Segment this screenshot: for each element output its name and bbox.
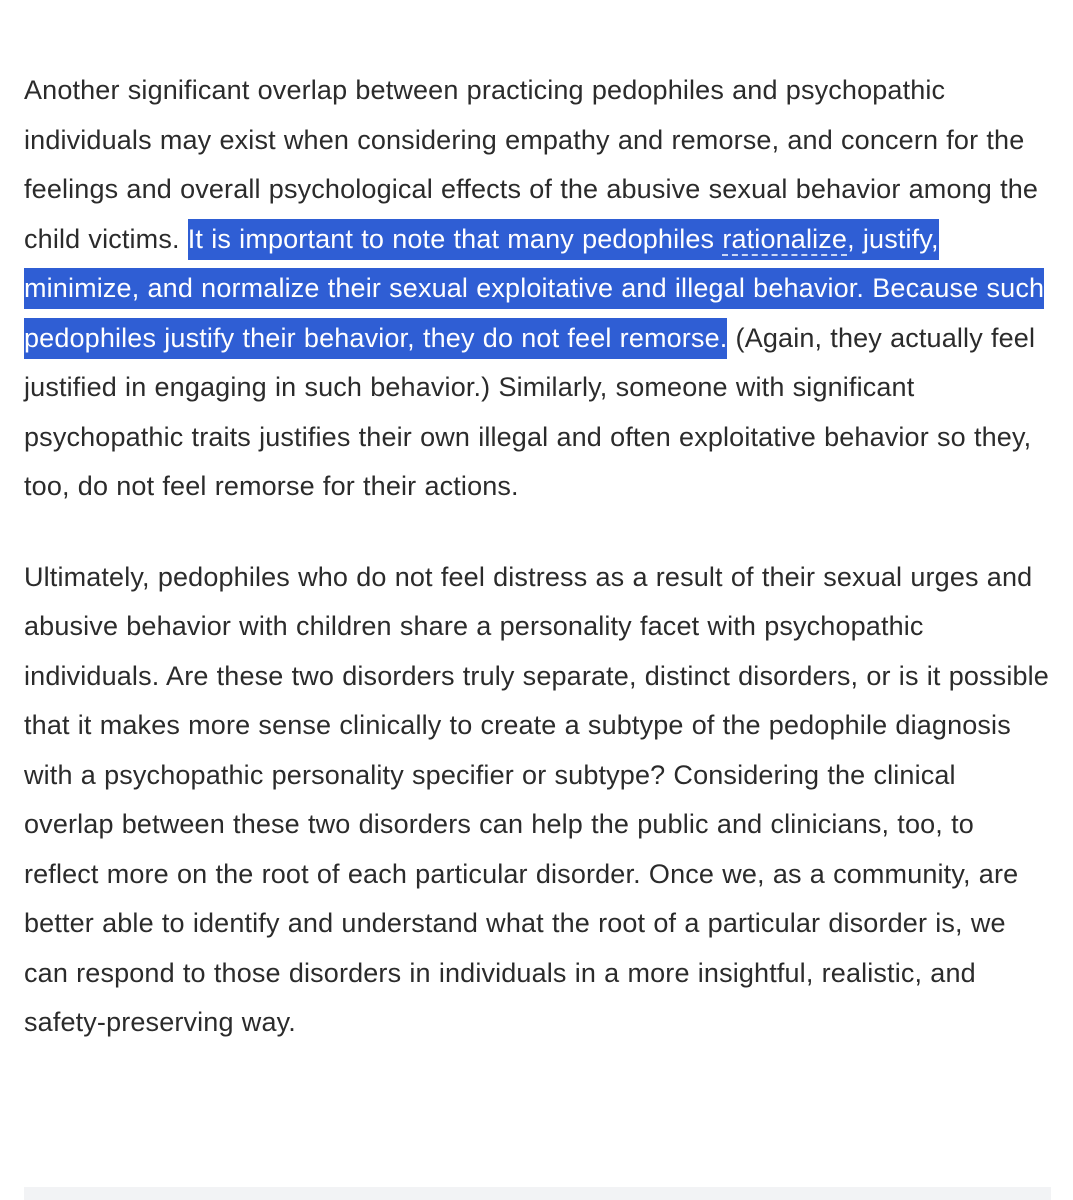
selected-text-end: , justify, minimize, and normalize their sexual exploitative and illegal behavior. Because such pedophiles justify their behavior, they do not feel remorse. [24, 223, 1045, 353]
article-body [24, 66, 1050, 1048]
paragraph-1-text-before: Another significant overlap between practicing pedophiles and psychopathic individuals may exist when considering empathy and remorse, and concern for the feelings and overall psychological effects of the abusive sexual behavior among the child victims. [24, 75, 1039, 254]
paragraph-1 [24, 66, 1050, 512]
glossary-link-rationalize[interactable]: rationalize [722, 223, 848, 254]
paragraph-2: Ultimately, pedophiles who do not feel distress as a result of their sexual urges and abusive behavior with children share a personality facet with psychopathic individuals. Are these two disorders truly separate, distinct disorders, or is it possible that it makes more sense clinically to create a subtype of the pedophile diagnosis with a psychopathic personality specifier or subtype? Considering the clinical overlap between these two disorders can help the public and clinicians, too, to reflect more on the root of each particular disorder. Once we, as a community, are better able to identify and understand what the root of a particular disorder is, we can respond to those disorders in individuals in a more insightful, realistic, and safety-preserving way. [24, 561, 1049, 1037]
next-content-box [24, 1187, 1051, 1200]
selected-text-start: It is important to note that many pedophiles [187, 223, 723, 254]
paragraph-1-text-after: (Again, they actually feel justified in engaging in such behavior.) Similarly, someone with significant psychopathic traits justifies their own illegal and often exploitative behavior so they, too, do not feel remorse for their actions. [24, 322, 1036, 501]
